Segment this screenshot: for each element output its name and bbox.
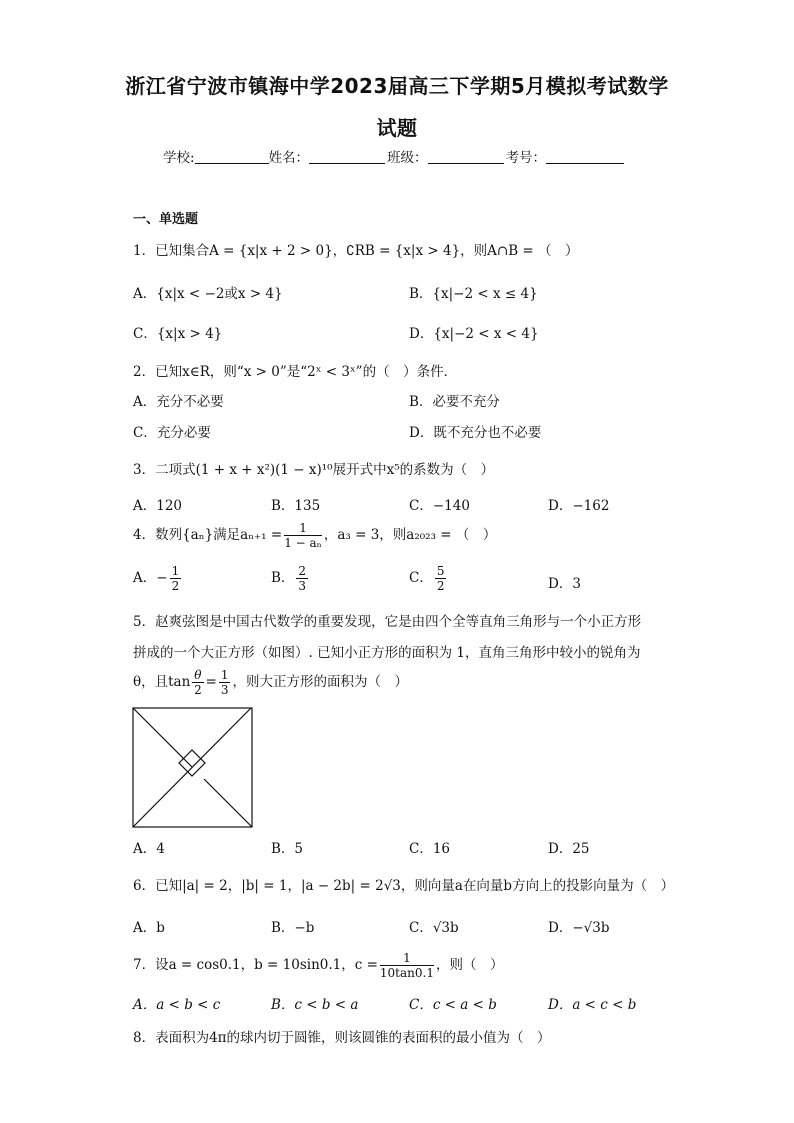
q4-fraction: [284, 521, 322, 550]
q1-option-d[interactable]: D．{x|−2 < x < 4}: [409, 326, 539, 342]
q2-option-d[interactable]: D．既不充分也不必要: [409, 425, 542, 441]
q7-frac-num: 1: [380, 951, 434, 966]
question-8: 8．表面积为4π的球内切于圆锥，则该圆锥的表面积的最小值为（ ）: [133, 1030, 551, 1046]
triangle-edge: [204, 779, 252, 827]
q4-option-a[interactable]: [133, 564, 183, 593]
q7-frac-den: 10tan0.1: [379, 966, 434, 980]
q1-option-b[interactable]: B．{x|−2 < x ≤ 4}: [409, 286, 538, 302]
q4-a-den: 2: [171, 579, 180, 593]
name-label: 姓名：: [268, 150, 310, 166]
q5-line3-suffix: ，则大正方形的面积为（ ）: [232, 674, 408, 690]
q6-option-a[interactable]: A．b: [133, 920, 165, 936]
school-blank[interactable]: [195, 149, 269, 164]
q4-a-fraction: [170, 564, 182, 593]
q4-b-den: 3: [298, 579, 307, 593]
q7-option-a[interactable]: A．a < b < c: [133, 997, 221, 1013]
q4-option-b[interactable]: [271, 564, 310, 593]
q4-prefix: 4．数列{aₙ}满足aₙ₊₁ =: [133, 527, 283, 543]
q4-suffix: ，a₃ = 3，则a₂₀₂₃ = （ ）: [323, 527, 497, 543]
q4-c-num: 5: [436, 564, 445, 578]
q2-option-c[interactable]: C．充分必要: [133, 425, 211, 441]
exam-no-label: 考号：: [505, 150, 547, 166]
section-heading: 一、单选题: [133, 212, 199, 227]
q5-frac2-num: 1: [220, 668, 229, 682]
question-5-line2: 拼成的一个大正方形（如图）. 已知小正方形的面积为 1，直角三角形中较小的锐角为: [133, 645, 641, 661]
class-blank[interactable]: [428, 149, 504, 164]
name-blank[interactable]: [309, 149, 385, 164]
q7-prefix: 7．设a = cos0.1，b = 10sin0.1，c =: [133, 957, 378, 973]
q4-c-fraction: [435, 564, 447, 593]
class-label: 班级：: [387, 150, 428, 166]
q4-a-label: A．−: [133, 570, 168, 586]
q5-frac1-num: θ: [194, 668, 202, 682]
q5-option-c[interactable]: C．16: [409, 841, 451, 857]
q2-option-b[interactable]: B．必要不充分: [409, 394, 500, 410]
q5-frac-theta: [192, 668, 203, 697]
q3-option-d[interactable]: D．−162: [548, 498, 610, 514]
school-label: 学校:: [163, 150, 195, 166]
q4-c-den: 2: [436, 579, 445, 593]
exam-no-blank[interactable]: [546, 149, 624, 164]
question-5-line3: [133, 668, 408, 697]
question-4: [133, 521, 496, 550]
q7-option-b[interactable]: B．c < b < a: [271, 997, 359, 1013]
q7-fraction: [380, 951, 434, 980]
q1-option-a[interactable]: A．{x|x < −2或x > 4}: [133, 286, 283, 302]
q2-option-a[interactable]: A．充分不必要: [133, 394, 224, 410]
page-title-line2: 试题: [376, 116, 418, 140]
q5-option-b[interactable]: B．5: [271, 841, 304, 857]
q7-suffix: ，则（ ）: [435, 957, 504, 973]
q3-option-c[interactable]: C．−140: [409, 498, 470, 514]
q4-b-num: 2: [298, 564, 307, 578]
zhao-shuang-diagram: [132, 707, 253, 828]
question-6: 6．已知|a| = 2，|b| = 1，|a − 2b| = 2√3，则向量a在向量b方向上的投影向量为（ ）: [133, 878, 675, 894]
q5-equals: =: [205, 674, 217, 690]
question-7: [133, 951, 503, 980]
question-3: 3．二项式(1 + x + x²)(1 − x)¹⁰展开式中x⁵的系数为（ ）: [133, 462, 495, 478]
q7-option-d[interactable]: D．a < c < b: [548, 997, 637, 1013]
q5-frac-one-third: [219, 668, 231, 697]
question-2: 2．已知x∈R，则“x > 0”是“2ˣ < 3ˣ”的（ ）条件．: [133, 364, 458, 380]
question-5-line1: 5．赵爽弦图是中国古代数学的重要发现，它是由四个全等直角三角形与一个小正方形: [133, 614, 642, 630]
q4-frac-den: 1 − aₙ: [284, 536, 322, 550]
q5-option-a[interactable]: A．4: [133, 841, 165, 857]
q4-b-fraction: [296, 564, 308, 593]
q1-option-c[interactable]: C．{x|x > 4}: [133, 326, 223, 342]
page-title: 浙江省宁波市镇海中学2023届高三下学期5月模拟考试数学: [125, 74, 669, 98]
q3-option-b[interactable]: B．135: [271, 498, 321, 514]
q6-option-d[interactable]: D．−√3b: [548, 920, 610, 936]
q3-option-a[interactable]: A．120: [133, 498, 183, 514]
q4-option-c[interactable]: [409, 564, 448, 593]
q4-frac-num: 1: [284, 521, 322, 536]
q6-option-c[interactable]: C．√3b: [409, 920, 459, 936]
q6-option-b[interactable]: B．−b: [271, 920, 315, 936]
q4-b-label: B．: [271, 570, 295, 586]
info-line: [163, 146, 624, 166]
small-square: [179, 750, 205, 776]
q5-frac1-den: 2: [194, 683, 202, 697]
q7-option-c[interactable]: C．c < a < b: [409, 997, 497, 1013]
q4-a-num: 1: [171, 564, 180, 578]
q4-option-d[interactable]: D．3: [548, 576, 581, 592]
q4-c-label: C．: [409, 570, 433, 586]
q5-line3-prefix: θ，且tan: [133, 674, 191, 690]
q5-option-d[interactable]: D．25: [548, 841, 590, 857]
q5-frac2-den: 3: [220, 683, 229, 697]
question-1: 1．已知集合A = {x|x + 2 > 0}，∁RB = {x|x > 4}，则A∩B = （ ）: [133, 243, 579, 259]
